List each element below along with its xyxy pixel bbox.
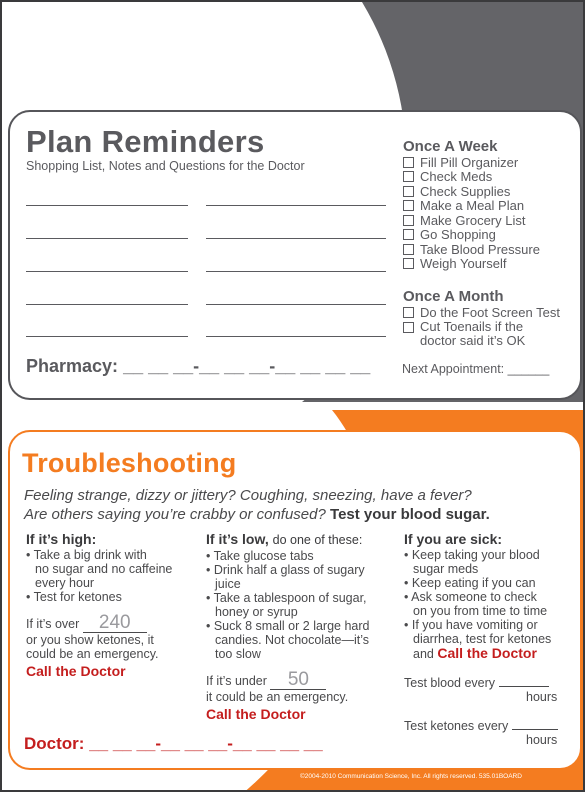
weekly-checklist [403,138,540,271]
monthly-checklist [403,288,560,349]
checkbox[interactable] [403,171,414,182]
checklist-item[interactable]: Take Blood Pressure [403,242,540,257]
note-line[interactable] [206,304,386,305]
next-appointment-field[interactable]: Next Appointment: ______ [402,362,550,376]
note-line[interactable] [26,271,188,272]
copyright-notice: ©2004-2010 Communication Science, Inc. All rights reserved. 535.01BOARD [300,773,522,780]
weekly-heading: Once A Week [403,138,498,155]
monthly-heading: Once A Month [403,288,504,305]
checkbox[interactable] [403,258,414,269]
checklist-item[interactable]: Weigh Yourself [403,257,540,272]
checklist-item[interactable]: Go Shopping [403,228,540,243]
blood-test-interval[interactable] [499,675,549,687]
troubleshooting-card [8,430,582,770]
checklist-item[interactable]: Make Grocery List [403,213,540,228]
plan-subtitle: Shopping List, Notes and Questions for the Doctor [26,159,305,173]
high-column: If it’s high: • Take a big drink with no sugar and no caffeine every hour • Test for ketones If it’s over 240 or you show ketones, it could be an emergency. Call the Doctor [26,532,196,678]
checklist-item[interactable]: Fill Pill Organizer [403,155,540,170]
note-line[interactable] [206,238,386,239]
plan-reminders-card [8,110,582,400]
low-column: If it’s low, do one of these: • Take glucose tabs • Drink half a glass of sugary juice • Take a tablespoon of sugar, honey or syrup • Suck 8 small or 2 large hard candies. Not chocolate—it’s too slow If it’s under 50 it could be an emergency. Call the Doctor [206,532,386,721]
checkbox[interactable] [403,186,414,197]
plan-title: Plan Reminders [26,124,265,159]
note-line[interactable] [26,304,188,305]
sick-column: If you are sick: • Keep taking your blood sugar meds • Keep eating if you can • Ask someone to check on you from time to time • If you have vomiting or diarrhea, test for ketones and Call the Doctor Test blood every hours Test ketones every hours [404,531,558,747]
note-line[interactable] [26,205,188,206]
pharmacy-field[interactable]: Pharmacy: __ __ __-__ __ __-__ __ __ __ [26,356,371,376]
call-doctor-sick: Call the Doctor [437,645,537,661]
checklist-item[interactable]: Cut Toenails if the doctor said it’s OK [403,320,560,349]
low-threshold[interactable]: 50 [270,671,326,690]
ketone-test-interval[interactable] [512,718,558,730]
high-threshold[interactable]: 240 [83,614,147,633]
checkbox[interactable] [403,307,414,318]
checkbox[interactable] [403,157,414,168]
checklist-item[interactable]: Check Meds [403,170,540,185]
note-line[interactable] [26,336,188,337]
call-doctor-high: Call the Doctor [26,663,126,679]
checklist-item[interactable]: Do the Foot Screen Test [403,305,560,320]
troubleshooting-title: Troubleshooting [22,448,237,478]
note-line[interactable] [26,238,188,239]
doctor-field[interactable]: Doctor: __ __ __-__ __ __-__ __ __ __ [24,734,323,753]
checkbox[interactable] [403,244,414,255]
note-line[interactable] [206,336,386,337]
call-doctor-low: Call the Doctor [206,706,306,722]
note-line[interactable] [206,205,386,206]
checkbox[interactable] [403,215,414,226]
checklist-item[interactable]: Make a Meal Plan [403,199,540,214]
checkbox[interactable] [403,200,414,211]
troubleshooting-intro: Feeling strange, dizzy or jittery? Coughing, sneezing, have a fever? Are others saying you’re crabby or confused? Test your blood sugar. [24,487,490,523]
checklist-item[interactable]: Check Supplies [403,184,540,199]
checkbox[interactable] [403,229,414,240]
checkbox[interactable] [403,322,414,333]
note-line[interactable] [206,271,386,272]
